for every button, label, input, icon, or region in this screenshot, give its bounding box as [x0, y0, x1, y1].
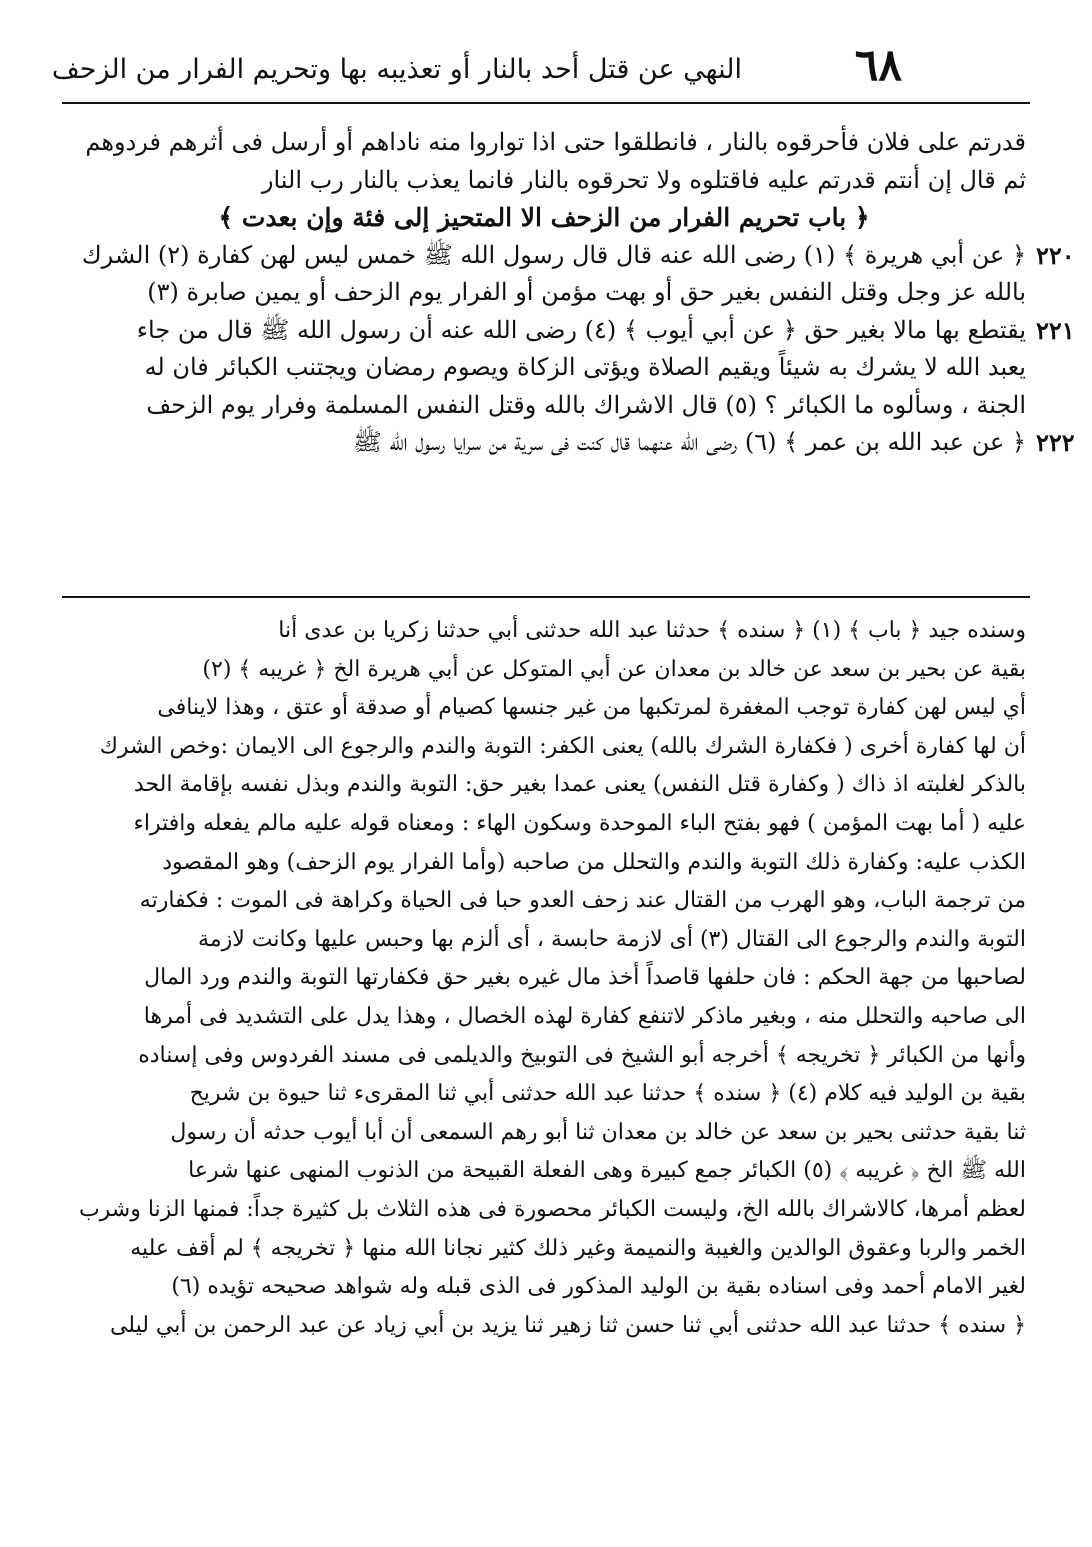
page-number: ٦٨: [854, 40, 902, 91]
footnote-line: ﴿ سنده ﴾ حدثنا عبد الله حدثنى أبي ثنا حسن ثنا زهير ثنا يزيد بن أبي زياد عن عبد الرحمن بن أبي ليلى: [109, 1312, 1026, 1338]
hadith-222: [62, 424, 1075, 462]
text-line: يعبد الله لا يشرك به شيئاً ويقيم الصلاة ويؤتى الزكاة ويصوم رمضان ويجتنب الكبائر فان له: [144, 353, 1026, 381]
text-line: يقتطع بها مالا بغير حق ﴿ عن أبي أيوب ﴾ (٤) رضى الله عنه أن رسول الله ﷺ قال من جاء: [136, 315, 1026, 344]
text-line: ﴿ عن أبي هريرة ﴾ (١) رضى الله عنه قال قال رسول الله ﷺ خمس ليس لهن كفارة (٢) الشرك: [81, 240, 1026, 269]
running-title: النهي عن قتل أحد بالنار أو تعذيبه بها وتحريم الفرار من الزحف: [51, 54, 742, 85]
chapter-heading: ﴿ باب تحريم الفرار من الزحف الا المتحيز إلى فئة وإن بعدت ﴾: [218, 203, 870, 232]
footnotes: [62, 612, 1026, 1345]
hadith-number: ٢٢١: [1036, 315, 1075, 345]
text-line: بالله عز وجل وقتل النفس بغير حق أو بهت مؤمن أو الفرار يوم الزحف أو يمين صابرة (٣): [147, 278, 1026, 306]
main-text: [62, 124, 1075, 462]
footnote-line: الخمر والربا وعقوق الوالدين والغيبة والنميمة وغير ذلك كثير نجانا الله منها ﴿ تخريجه ﴾ لم أقف عليه: [130, 1235, 1026, 1261]
footnote-line: الكذب عليه: وكفارة ذلك التوبة والندم والتحلل من صاحبه (وأما الفرار يوم الزحف) وهو المقصود: [162, 849, 1026, 875]
hadith-221: [62, 312, 1075, 425]
text-line: الجنة ، وسألوه ما الكبائر ؟ (٥) قال الاشراك بالله وقتل النفس المسلمة وفرار يوم الزحف: [146, 390, 1026, 419]
footnote-line: الى صاحبه والتحلل منه ، وبغير ماذكر لاتنفع كفارة لهذه الخصال ، وهذا يدل على التشديد فى أمرها: [143, 1003, 1026, 1029]
text-line: قدرتم على فلان فأحرقوه بالنار ، فانطلقوا حتى اذا تواروا منه ناداهم أو أرسل فى أثرهم فردوهم: [85, 128, 1026, 156]
hadith-220: [62, 237, 1075, 312]
footnote-line: ثنا بقية حدثنى بحير بن سعد عن خالد بن معدان ثنا أبو رهم السمعى أن أبا أيوب حدثه أن رسول: [170, 1119, 1026, 1145]
hadith-number: ٢٢٠: [1036, 240, 1075, 270]
footnote-line: لغير الامام أحمد وفى اسناده بقية بن الوليد المذكور فى الذى قبله وله شواهد صحيحه تؤيده (٦): [171, 1274, 1026, 1300]
footnote-line: وأنها من الكبائر ﴿ تخريجه ﴾ أخرجه أبو الشيخ فى التوبيخ والديلمى فى مسند الفردوس وفى إسناده: [138, 1042, 1026, 1068]
footnote-line: بقية عن بحير بن سعد عن خالد بن معدان عن أبي المتوكل عن أبي هريرة الخ ﴿ غريبه ﴾ (٢): [202, 656, 1026, 682]
text-line: ثم قال إن أنتم قدرتم عليه فاقتلوه ولا تحرقوه بالنار فانما يعذب بالنار رب النار: [261, 165, 1026, 194]
footnote-line: بالذكر لغلبته اذ ذاك ( وكفارة قتل النفس) يعنى عمدا بغير حق: التوبة والندم وبذل نفسه بإقامة الحد: [133, 772, 1026, 798]
footnote-line: من ترجمة الباب، وهو الهرب من القتال عند زحف العدو حبا فى الحياة وكراهة فى الموت : فكفارته: [139, 888, 1026, 914]
footnote-line: الله ﷺ الخ ﴿ غريبه ﴾ (٥) الكبائر جمع كبيرة وهى الفعلة القبيحة من الذنوب المنهى عنها شرعا: [188, 1158, 1026, 1184]
page-header: [51, 40, 1032, 102]
footnote-line: أي ليس لهن كفارة توجب المغفرة لمرتكبها من غير جنسها كصيام أو صدقة أو عتق ، وهذا لاينافى: [157, 695, 1026, 721]
footnote-line: التوبة والندم والرجوع الى القتال (٣) أى لازمة حابسة ، أى ألزم بها وحبس عليها وكانت لازمة: [198, 926, 1026, 952]
footnote-line: لعظم أمرها، كالاشراك بالله الخ، وليست الكبائر محصورة فى هذه الثلاث بل كثيرة جداً: فمنها الزنا وشرب: [78, 1196, 1026, 1222]
footnote-line: لصاحبها من جهة الحكم : فان حلفها قاصداً أخذ مال غيره بغير حق فكفارتها التوبة والندم ورد المال: [144, 965, 1026, 991]
hadith-number: ٢٢٢: [1036, 428, 1075, 457]
text-line: ﴿ عن عبد الله بن عمر ﴾ (٦) رضى الله عنهما قال كنت فى سرية من سرايا رسول الله ﷺ: [352, 428, 1026, 456]
footnote-rule: [62, 596, 1030, 598]
footnote-line: بقية بن الوليد فيه كلام (٤) ﴿ سنده ﴾ حدثنا عبد الله حدثنى أبي ثنا المقرىء ثنا حيوة بن شريح: [189, 1081, 1026, 1107]
footnote-line: أن لها كفارة أخرى ( فكفارة الشرك بالله) يعنى الكفر: التوبة والندم والرجوع الى الايمان :وخص الشرك: [99, 733, 1026, 759]
footnote-line: عليه ( أما بهت المؤمن ) فهو بفتح الباء الموحدة وسكون الهاء : ومعناه قوله عليه مالم يفعله وافتراء: [133, 810, 1026, 836]
header-rule: [62, 102, 1030, 104]
footnote-line: وسنده جيد ﴿ باب ﴾ (١) ﴿ سنده ﴾ حدثنا عبد الله حدثنى أبي حدثنا زكريا بن عدى أنا: [278, 618, 1026, 643]
